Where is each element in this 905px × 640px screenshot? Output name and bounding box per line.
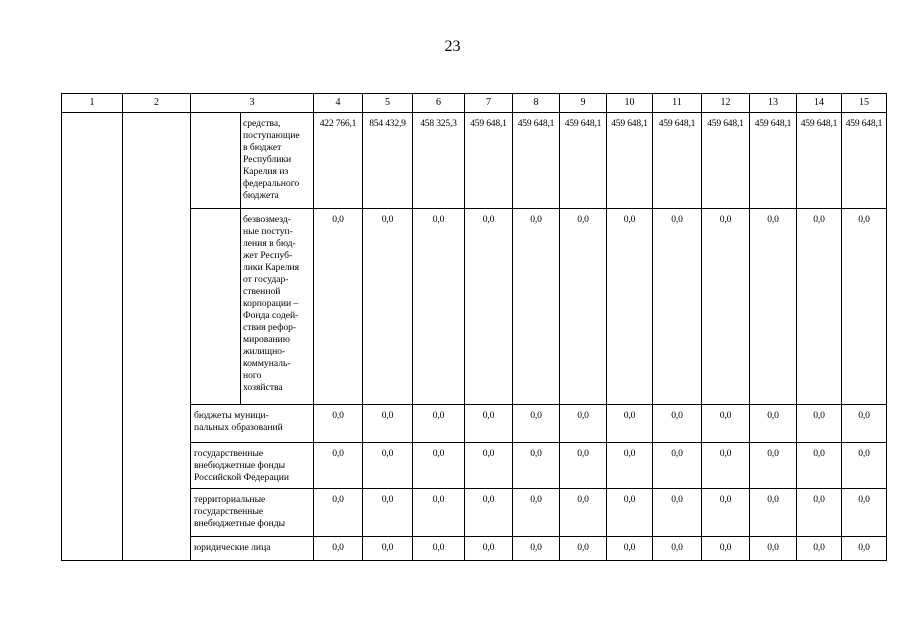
value-cell: 0,0 bbox=[653, 537, 702, 561]
column-3-blank-cell bbox=[191, 113, 241, 209]
value-cell: 0,0 bbox=[607, 209, 653, 405]
value-cell: 0,0 bbox=[513, 489, 560, 537]
header-cell: 4 bbox=[314, 94, 363, 113]
header-cell: 14 bbox=[797, 94, 842, 113]
column-1-cell bbox=[62, 113, 123, 561]
row-label: территориальные государственные внебюджетные фонды bbox=[191, 489, 314, 537]
value-cell: 0,0 bbox=[560, 209, 607, 405]
value-cell: 0,0 bbox=[702, 443, 750, 489]
value-cell: 459 648,1 bbox=[607, 113, 653, 209]
value-cell: 0,0 bbox=[314, 405, 363, 443]
value-cell: 0,0 bbox=[413, 405, 465, 443]
page-number: 23 bbox=[444, 38, 461, 55]
header-cell: 10 bbox=[607, 94, 653, 113]
value-cell: 459 648,1 bbox=[560, 113, 607, 209]
value-cell: 0,0 bbox=[842, 443, 887, 489]
value-cell: 0,0 bbox=[750, 209, 797, 405]
row-label: государственные внебюджетные фонды Российской Федерации bbox=[191, 443, 314, 489]
table-row bbox=[62, 113, 887, 209]
value-cell: 0,0 bbox=[797, 489, 842, 537]
value-cell: 0,0 bbox=[413, 209, 465, 405]
value-cell: 0,0 bbox=[363, 489, 413, 537]
value-cell: 0,0 bbox=[363, 209, 413, 405]
row-label: безвозмезд- ные поступ- ления в бюд- жет Респуб- лики Карелия от государ- ственной корпорации – Фонда содей- ствия рефор- мированию жилищно- коммуналь- ного хозяйства bbox=[241, 209, 314, 405]
value-cell: 459 648,1 bbox=[653, 113, 702, 209]
value-cell: 0,0 bbox=[607, 489, 653, 537]
value-cell: 0,0 bbox=[750, 405, 797, 443]
value-cell: 0,0 bbox=[465, 209, 513, 405]
header-cell: 12 bbox=[702, 94, 750, 113]
value-cell: 0,0 bbox=[653, 489, 702, 537]
value-cell: 0,0 bbox=[513, 405, 560, 443]
value-cell: 0,0 bbox=[842, 537, 887, 561]
column-2-cell bbox=[123, 113, 191, 561]
value-cell: 0,0 bbox=[750, 537, 797, 561]
row-label: средства, поступающие в бюджет Республики Карелия из федерального бюджета bbox=[241, 113, 314, 209]
value-cell: 0,0 bbox=[363, 405, 413, 443]
column-3-blank-cell bbox=[191, 209, 241, 405]
value-cell: 0,0 bbox=[797, 209, 842, 405]
value-cell: 459 648,1 bbox=[513, 113, 560, 209]
value-cell: 0,0 bbox=[702, 537, 750, 561]
value-cell: 0,0 bbox=[607, 443, 653, 489]
row-label: бюджеты муници- пальных образований bbox=[191, 405, 314, 443]
value-cell: 0,0 bbox=[413, 443, 465, 489]
header-cell: 6 bbox=[413, 94, 465, 113]
value-cell: 0,0 bbox=[842, 489, 887, 537]
value-cell: 459 648,1 bbox=[702, 113, 750, 209]
value-cell: 0,0 bbox=[560, 443, 607, 489]
value-cell: 458 325,3 bbox=[413, 113, 465, 209]
value-cell: 0,0 bbox=[702, 209, 750, 405]
value-cell: 0,0 bbox=[702, 489, 750, 537]
value-cell: 0,0 bbox=[465, 537, 513, 561]
value-cell: 0,0 bbox=[413, 489, 465, 537]
table-header-row bbox=[62, 94, 887, 113]
value-cell: 0,0 bbox=[797, 405, 842, 443]
value-cell: 0,0 bbox=[842, 405, 887, 443]
value-cell: 0,0 bbox=[363, 443, 413, 489]
value-cell: 0,0 bbox=[607, 537, 653, 561]
value-cell: 854 432,9 bbox=[363, 113, 413, 209]
value-cell: 0,0 bbox=[513, 537, 560, 561]
value-cell: 0,0 bbox=[465, 489, 513, 537]
header-cell: 9 bbox=[560, 94, 607, 113]
value-cell: 0,0 bbox=[750, 443, 797, 489]
header-cell: 15 bbox=[842, 94, 887, 113]
value-cell: 0,0 bbox=[560, 489, 607, 537]
value-cell: 0,0 bbox=[314, 537, 363, 561]
budget-table bbox=[61, 93, 887, 561]
value-cell: 0,0 bbox=[653, 209, 702, 405]
value-cell: 0,0 bbox=[413, 537, 465, 561]
value-cell: 0,0 bbox=[653, 405, 702, 443]
value-cell: 0,0 bbox=[465, 405, 513, 443]
value-cell: 0,0 bbox=[513, 209, 560, 405]
header-cell: 8 bbox=[513, 94, 560, 113]
value-cell: 0,0 bbox=[797, 443, 842, 489]
value-cell: 0,0 bbox=[314, 443, 363, 489]
value-cell: 459 648,1 bbox=[797, 113, 842, 209]
header-cell: 2 bbox=[123, 94, 191, 113]
header-cell: 13 bbox=[750, 94, 797, 113]
value-cell: 0,0 bbox=[560, 405, 607, 443]
header-cell: 11 bbox=[653, 94, 702, 113]
value-cell: 459 648,1 bbox=[465, 113, 513, 209]
value-cell: 422 766,1 bbox=[314, 113, 363, 209]
value-cell: 0,0 bbox=[653, 443, 702, 489]
value-cell: 0,0 bbox=[363, 537, 413, 561]
value-cell: 0,0 bbox=[560, 537, 607, 561]
header-cell: 1 bbox=[62, 94, 123, 113]
value-cell: 0,0 bbox=[607, 405, 653, 443]
row-label: юридические лица bbox=[191, 537, 314, 561]
value-cell: 0,0 bbox=[702, 405, 750, 443]
header-cell: 5 bbox=[363, 94, 413, 113]
value-cell: 0,0 bbox=[314, 209, 363, 405]
value-cell: 459 648,1 bbox=[750, 113, 797, 209]
value-cell: 0,0 bbox=[513, 443, 560, 489]
header-cell: 3 bbox=[191, 94, 314, 113]
header-cell: 7 bbox=[465, 94, 513, 113]
value-cell: 0,0 bbox=[842, 209, 887, 405]
value-cell: 0,0 bbox=[465, 443, 513, 489]
value-cell: 0,0 bbox=[314, 489, 363, 537]
value-cell: 0,0 bbox=[750, 489, 797, 537]
value-cell: 0,0 bbox=[797, 537, 842, 561]
value-cell: 459 648,1 bbox=[842, 113, 887, 209]
